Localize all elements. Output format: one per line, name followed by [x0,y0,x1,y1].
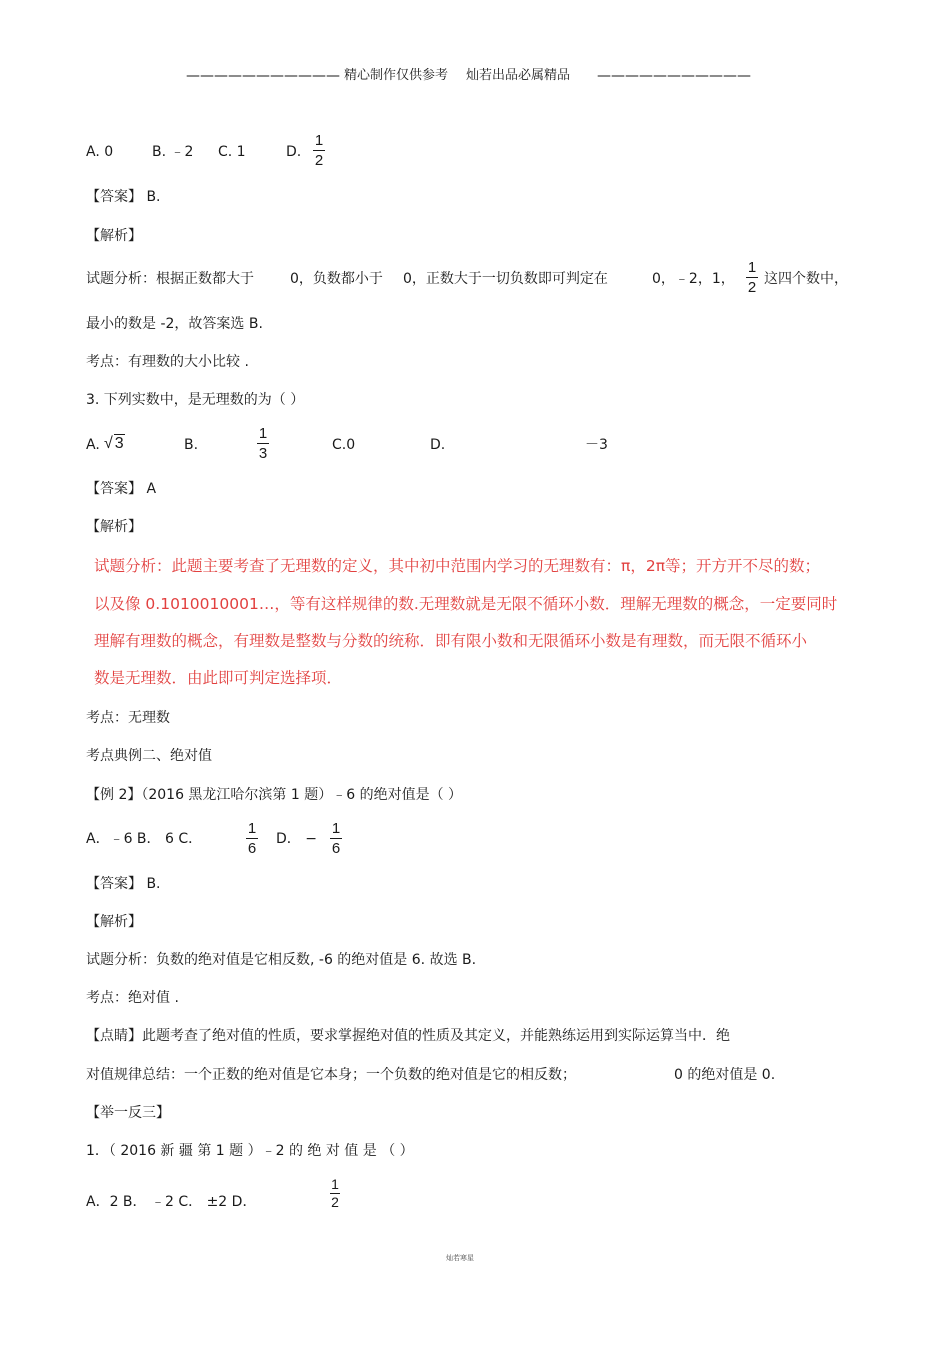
red-analysis-line: 以及像 0.1010010001…，等有这样规律的数.无理数就是无限不循环小数．理解无理数的概念，一定要同时 [94,595,838,613]
option-d: D. [430,437,446,453]
fraction-bar [746,277,758,278]
section-heading: 考点典例二、绝对值 [86,748,212,764]
radical-sign: √ [104,435,113,452]
kaodian-line: 考点：绝对值 . [86,990,179,1006]
answer-label: 【答案】 B. [86,876,161,892]
fraction-one-half [330,1177,340,1210]
fraction-denominator: 2 [331,1194,339,1210]
option-b: B. ﹣2 [152,144,194,160]
analysis-text-part: 试题分析：根据正数都大于 [86,271,254,287]
fraction-one-half [313,132,325,169]
kaodian-line: 考点：有理数的大小比较 . [86,354,249,370]
example-2-options: A．﹣6 B． 6 C． [86,831,203,847]
fraction-bar [330,838,342,839]
fraction-numerator: 1 [331,820,341,837]
dianjing-line-1: 【点睛】此题考查了绝对值的性质，要求掌握绝对值的性质及其定义，并能熟练运用到实际运算当中．绝 [86,1028,730,1044]
answer-label: 【答案】 B. [86,189,161,205]
fraction-one-third [257,425,269,462]
fraction-bar [246,838,258,839]
fraction-denominator: 2 [314,152,324,169]
analysis-label: 【解析】 [86,519,142,535]
juyi-question-stem: 1．（ 2016 新 疆 第 1 题 ）﹣2 的 绝 对 值 是 （ ） [86,1143,414,1159]
option-d-value: －3 [585,437,608,453]
analysis-label: 【解析】 [86,914,142,930]
example-2-stem: 【例 2】（2016 黑龙江哈尔滨第 1 题）﹣6 的绝对值是（ ） [86,787,463,803]
option-b: B. [184,437,199,453]
red-analysis-line: 数是无理数．由此即可判定选择项． [94,669,343,687]
analysis-line-2: 最小的数是 -2，故答案选 B. [86,316,263,332]
page-footer: 灿若寒星 [446,1254,474,1262]
red-analysis-line: 试题分析：此题主要考查了无理数的定义，其中初中范围内学习的无理数有：π，2π等；开方开不尽的数； [94,557,821,575]
option-a: A. [86,437,100,453]
fraction-numerator: 1 [747,259,757,276]
dianjing-line-2-tail: 0 的绝对值是 0. [674,1067,776,1083]
fraction-bar [257,443,269,444]
analysis-text-part: 0，负数都小于 [290,271,383,287]
fraction-numerator: 1 [258,425,268,442]
option-d: D. [286,144,302,160]
fraction-one-half [746,259,758,296]
radicand: 3 [114,435,124,452]
fraction-one-sixth [330,820,342,857]
dianjing-line-2: 对值规律总结：一个正数的绝对值是它本身；一个负数的绝对值是它的相反数； [86,1067,576,1083]
option-c: C.0 [332,437,356,453]
fraction-one-sixth [246,820,258,857]
kaodian-line: 考点：无理数 [86,710,170,726]
juyi-label: 【举一反三】 [86,1105,170,1121]
red-analysis-line: 理解有理数的概念，有理数是整数与分数的统称．即有限小数和无限循环小数是有理数，而无限不循环小 [94,632,808,650]
answer-label: 【答案】 A [86,481,157,497]
juyi-options: A．2 B． ﹣2 C． ±2 D． [86,1194,257,1210]
fraction-numerator: 1 [247,820,257,837]
fraction-denominator: 3 [258,445,268,462]
fraction-denominator: 6 [247,840,257,857]
fraction-numerator: 1 [331,1176,339,1192]
question-3-stem: 3. 下列实数中，是无理数的为（ ） [86,392,305,408]
fraction-denominator: 2 [747,279,757,296]
fraction-numerator: 1 [314,132,324,149]
option-a: A. 0 [86,144,114,160]
header-text-2: 灿若出品必属精品 [466,68,571,83]
analysis-text-part: 这四个数中， [764,271,848,287]
analysis-text-part: 0，正数大于一切负数即可判定在 [403,271,608,287]
fraction-bar [313,150,325,151]
header-right-dashes: ——————————— [597,68,751,84]
analysis-label: 【解析】 [86,228,142,244]
sqrt-three [104,434,125,453]
fraction-denominator: 6 [331,840,341,857]
header-left-dashes: ——————————— [186,68,340,84]
option-c: C. 1 [218,144,246,160]
header-text-1: 精心制作仅供参考 [344,68,449,83]
option-d: D． − [276,831,317,847]
analysis-text: 试题分析：负数的绝对值是它相反数, -6 的绝对值是 6. 故选 B. [86,952,477,968]
analysis-text-part: 0，﹣2，1， [652,271,735,287]
